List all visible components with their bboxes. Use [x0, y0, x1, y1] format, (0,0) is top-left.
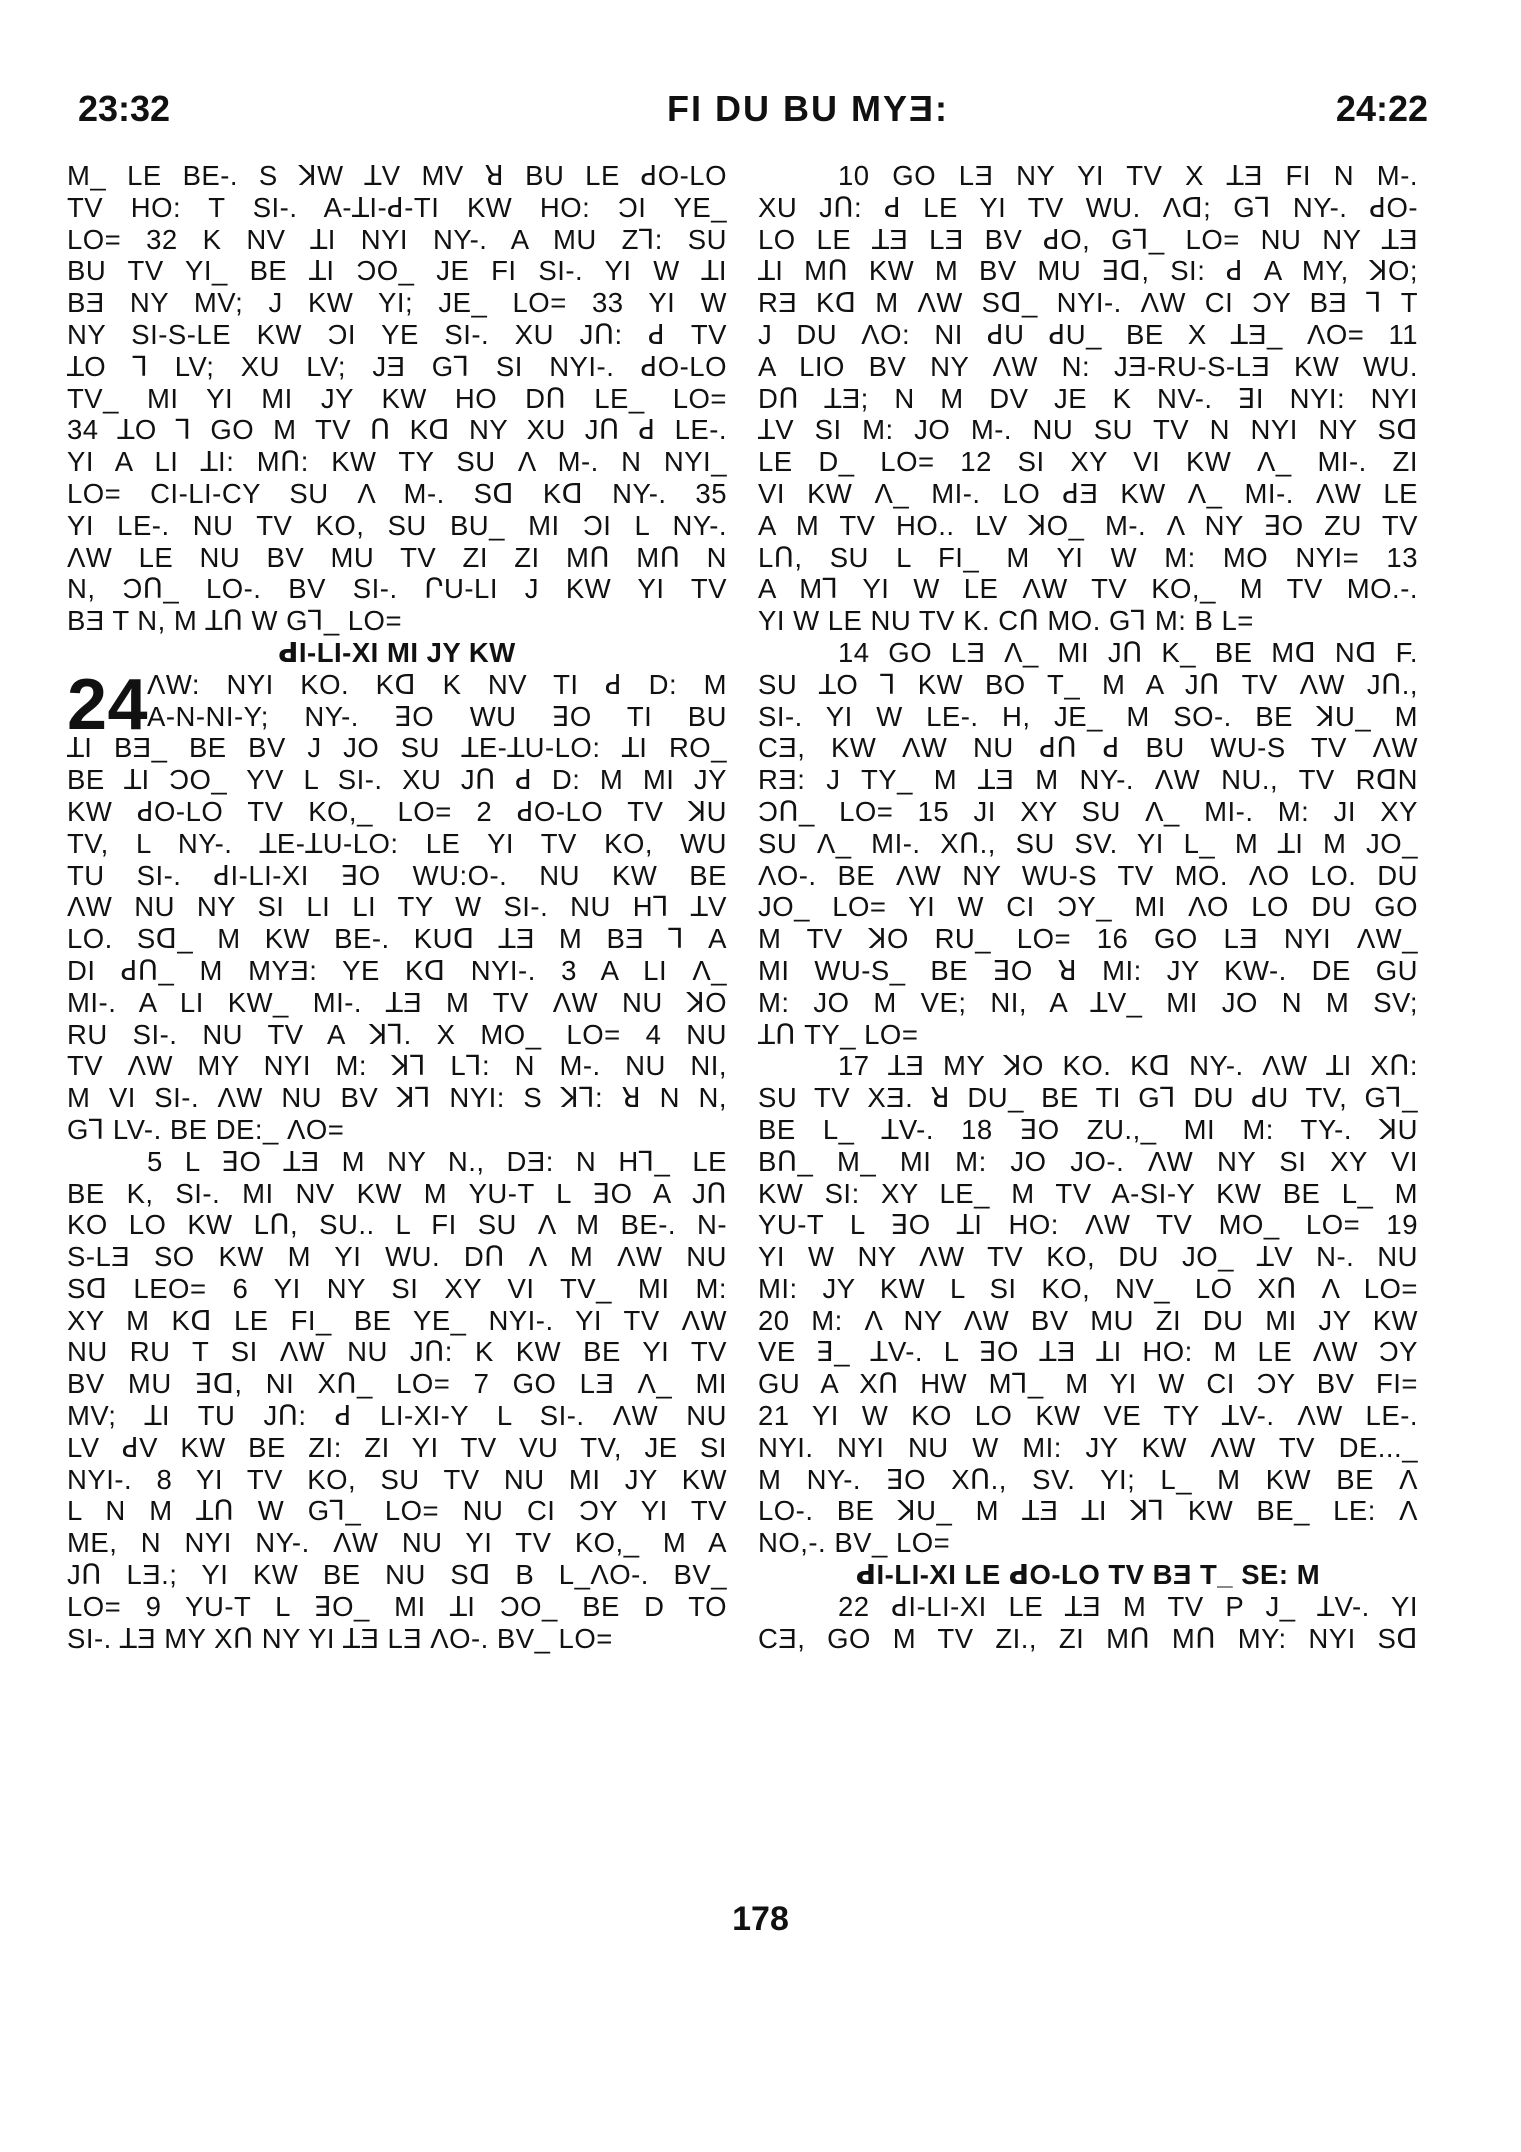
text-line: SU ꓕO ꓶ KW BO T_ M A JՈ TV ΛW JՈ., — [758, 668, 1418, 700]
text-line: YI W NY ΛW TV KO, DU JO_ ꓕV N-. NU — [758, 1241, 1418, 1273]
section-heading: ꓒI-LI-XI MI JY KW — [278, 636, 516, 668]
text-line: RƎ: J TY_ M ꓕƎ M NY-. ΛW NU., TV RꓷN — [758, 764, 1418, 796]
text-line: SI-. ꓕƎ MY XՈ NY YI ꓕƎ LƎ ΛO-. BV_ LO= — [67, 1622, 613, 1654]
running-header — [78, 88, 1428, 138]
text-line: ꓕՈ TY_ LO= — [758, 1018, 919, 1050]
header-book-title: FI DU BU MYƎ: — [667, 88, 949, 129]
text-line: BE ꓕI ƆO_ YV L SI-. XU JՈ ꓒ D: M MI JY — [67, 764, 727, 796]
text-line: JՈ LƎ.; YI KW BE NU Sꓷ B L_ΛO-. BV_ — [67, 1559, 727, 1591]
text-line: M: JO M VE; NI, A ꓕV_ MI JO N M SV; — [758, 986, 1418, 1018]
text-line: J DU ΛO: NI ꓒU ꓒU_ BE X ꓕƎ_ ΛO= 11 — [758, 318, 1418, 350]
text-line: LE D_ LO= 12 SI XY VI KW Λ_ MI-. ZI — [758, 446, 1418, 478]
right-text-column — [758, 160, 1418, 1654]
text-line: LO-. BE ꓘU_ M ꓕƎ ꓕI ꓘꓶ KW BE_ LE: Λ — [758, 1495, 1418, 1527]
text-line: LO= CI-LI-CY SU Λ M-. Sꓷ Kꓷ NY-. 35 — [67, 477, 727, 509]
text-line: LO. Sꓷ_ M KW BE-. KUꓷ ꓕƎ M BƎ ꓶ A — [67, 923, 727, 955]
text-line: MI-. A LI KW_ MI-. ꓕƎ M TV ΛW NU ꓘO — [67, 986, 727, 1018]
text-line: MI WU-S_ BE ꓱO ꓤ MI: JY KW-. DE GU — [758, 954, 1418, 986]
text-line: BV MU ꓱꓷ, NI XՈ_ LO= 7 GO LƎ Λ_ MI — [67, 1368, 727, 1400]
text-line: RƎ Kꓷ M ΛW Sꓷ_ NYI-. ΛW CI ƆY BƎ ꓶ T — [758, 287, 1418, 319]
text-line: ꓕI MՈ KW M BV MU ꓱꓷ, SI: ꓒ A MY, ꓘO; — [758, 255, 1418, 287]
paragraph-first-line: 14 GO LƎ Λ_ MI JՈ K_ BE Mꓷ Nꓷ F. — [838, 636, 1418, 668]
header-right-reference: 24:22 — [1335, 88, 1428, 129]
paragraph-first-line: 10 GO LƎ NY YI TV X ꓕƎ FI N M-. — [838, 160, 1418, 191]
text-line: TU SI-. ꓒI-LI-XI ꓱO WU:O-. NU KW BE — [67, 859, 727, 891]
text-line: NU RU T SI ΛW NU JՈ: K KW BE YI TV — [67, 1336, 727, 1368]
left-text-column — [67, 160, 727, 1654]
text-line: NYI-. 8 YI TV KO, SU TV NU MI JY KW — [67, 1463, 727, 1495]
text-line: YU-T L ꓱO ꓕI HO: ΛW TV MO_ LO= 19 — [758, 1209, 1418, 1241]
section-heading: ꓒI-LI-XI LE ꓒO-LO TV BƎ T_ SE: M — [855, 1559, 1321, 1591]
text-line: NO,-. BV_ LO= — [758, 1527, 951, 1559]
paragraph-first-line: 17 ꓕƎ MY ꓘO KO. Kꓷ NY-. ΛW ꓕI XՈ: — [838, 1050, 1418, 1082]
chapter-number: 24 — [67, 664, 149, 745]
text-line: BƎ NY MV; J KW YI; JE_ LO= 33 YI W — [67, 287, 727, 319]
text-line: LO= 32 K NV ꓕI NYI NY-. A MU Zꓶ: SU — [67, 223, 727, 255]
text-line: KW ꓒO-LO TV KO,_ LO= 2 ꓒO-LO TV ꓘU — [67, 795, 727, 827]
text-line: LՈ, SU L FI_ M YI W M: MO NYI= 13 — [758, 541, 1418, 573]
text-line: ꓕI BƎ_ BE BV J JO SU ꓕE-ꓕU-LO: ꓕI RO_ — [67, 732, 727, 764]
text-line: LO= 9 YU-T L ꓱO_ MI ꓕI ƆO_ BE D TO — [67, 1590, 727, 1622]
text-line: ƆՈ_ LO= 15 JI XY SU Λ_ MI-. M: JI XY — [758, 795, 1418, 827]
text-line: 21 YI W KO LO KW VE TY ꓕV-. ΛW LE-. — [758, 1400, 1418, 1432]
text-line: TV ΛW MY NYI M: ꓘꓶ Lꓶ: N M-. NU NI, — [67, 1050, 727, 1082]
text-line: M TV ꓘO RU_ LO= 16 GO LƎ NYI ΛW_ — [758, 923, 1418, 955]
text-line: ΛW NU NY SI LI LI TY W SI-. NU Hꓶ ꓕV — [67, 891, 727, 923]
text-line: YI A LI ꓕI: MՈ: KW TY SU Λ M-. N NYI_ — [67, 446, 727, 478]
text-line: SU Λ_ MI-. XՈ., SU SV. YI L_ M ꓕI M JO_ — [758, 827, 1418, 859]
text-line: CƎ, GO M TV ZI., ZI MՈ MՈ MY: NYI Sꓷ — [758, 1622, 1418, 1654]
text-line: DI ꓒՈ_ M MYƎ: YE Kꓷ NYI-. 3 A LI Λ_ — [67, 954, 727, 986]
text-line: XU JՈ: ꓒ LE YI TV WU. Λꓷ; Gꓶ NY-. ꓒO- — [758, 191, 1418, 223]
text-line: A-N-NI-Y; NY-. ꓱO WU ꓱO TI BU — [147, 700, 727, 732]
text-line: RU SI-. NU TV A ꓘꓶ. X MO_ LO= 4 NU — [67, 1018, 727, 1050]
text-line: YI LE-. NU TV KO, SU BU_ MI ƆI L NY-. — [67, 509, 727, 541]
text-line: BU TV YI_ BE ꓕI ƆO_ JE FI SI-. YI W ꓕI — [67, 255, 727, 287]
text-line: TV, L NY-. ꓕE-ꓕU-LO: LE YI TV KO, WU — [67, 827, 727, 859]
text-line: CƎ, KW ΛW NU ꓒՈ ꓒ BU WU-S TV ΛW — [758, 732, 1418, 764]
text-line: NYI. NYI NU W MI: JY KW ΛW TV DE..._ — [758, 1431, 1418, 1463]
text-line: MV; ꓕI TU JՈ: ꓒ LI-XI-Y L SI-. ΛW NU — [67, 1400, 727, 1432]
text-line: SU TV XƎ. ꓤ DU_ BE TI Gꓶ DU ꓒU TV, Gꓶ_ — [758, 1082, 1418, 1114]
text-line: ꓕO ꓶ LV; XU LV; JƎ Gꓶ SI NYI-. ꓒO-LO — [67, 350, 727, 382]
text-line: VE ꓱ_ ꓕV-. L ꓱO ꓕƎ ꓕI HO: M LE ΛW ƆY — [758, 1336, 1418, 1368]
text-line: ΛW: NYI KO. Kꓷ K NV TI ꓒ D: M — [147, 668, 727, 700]
text-line: S-LƎ SO KW M YI WU. DՈ Λ M ΛW NU — [67, 1241, 727, 1273]
text-line: NY SI-S-LE KW ƆI YE SI-. XU JՈ: ꓒ TV — [67, 318, 727, 350]
text-line: BƎ T N, M ꓕՈ W Gꓶ_ LO= — [67, 605, 403, 637]
text-line: ΛO-. BE ΛW NY WU-S TV MO. ΛO LO. DU — [758, 859, 1418, 891]
text-line: M NY-. ꓱO XՈ., SV. YI; L_ M KW BE Λ — [758, 1463, 1418, 1495]
text-line: BE K, SI-. MI NV KW M YU-T L ꓱO A JՈ — [67, 1177, 727, 1209]
text-line: GU A XՈ HW Mꓶ_ M YI W CI ƆY BV FI= — [758, 1368, 1418, 1400]
text-line: DՈ ꓕƎ; N M DV JE K NV-. ꓱI NYI: NYI — [758, 382, 1418, 414]
text-line: N, ƆՈ_ LO-. BV SI-. ՐU-LI J KW YI TV — [67, 573, 727, 605]
text-line: ΛW LE NU BV MU TV ZI ZI MՈ MՈ N — [67, 541, 727, 573]
text-line: MI: JY KW L SI KO, NV_ LO XՈ Λ LO= — [758, 1272, 1418, 1304]
text-line: 34 ꓕO ꓶ GO M TV Ո Kꓷ NY XU JՈ ꓒ LE-. — [67, 414, 727, 446]
text-line: JO_ LO= YI W CI ƆY_ MI ΛO LO DU GO — [758, 891, 1418, 923]
text-line: M VI SI-. ΛW NU BV ꓘꓶ NYI: S ꓘꓶ: ꓤ N N, — [67, 1082, 727, 1114]
text-line: 20 M: Λ NY ΛW BV MU ZI DU MI JY KW — [758, 1304, 1418, 1336]
text-line: M_ LE BE-. S ꓘW ꓕV MV ꓤ BU LE ꓒO-LO — [67, 160, 727, 191]
text-line: SI-. YI W LE-. H, JE_ M SO-. BE ꓘU_ M — [758, 700, 1418, 732]
text-line: A LIO BV NY ΛW N: JƎ-RU-S-LƎ KW WU. — [758, 350, 1418, 382]
text-line: Gꓶ LV-. BE DE:_ ΛO= — [67, 1113, 345, 1145]
page-number: 178 — [732, 1900, 789, 1938]
text-line: YI W LE NU TV K. CՈ MO. Gꓶ M: B L= — [758, 605, 1254, 637]
text-line: BE L_ ꓕV-. 18 ꓱO ZU.,_ MI M: TY-. ꓘU — [758, 1113, 1418, 1145]
text-line: BՈ_ M_ MI M: JO JO-. ΛW NY SI XY VI — [758, 1145, 1418, 1177]
text-line: XY M Kꓷ LE FI_ BE YE_ NYI-. YI TV ΛW — [67, 1304, 727, 1336]
text-line: LV ꓒV KW BE ZI: ZI YI TV VU TV, JE SI — [67, 1431, 727, 1463]
text-line: VI KW Λ_ MI-. LO ꓒƎ KW Λ_ MI-. ΛW LE — [758, 477, 1418, 509]
text-line: LO LE ꓕƎ LƎ BV ꓒO, Gꓶ_ LO= NU NY ꓕƎ — [758, 223, 1418, 255]
text-line: KW SI: XY LE_ M TV A-SI-Y KW BE L_ M — [758, 1177, 1418, 1209]
text-line: KO LO KW LՈ, SU.. L FI SU Λ M BE-. N- — [67, 1209, 727, 1241]
text-line: ME, N NYI NY-. ΛW NU YI TV KO,_ M A — [67, 1527, 727, 1559]
text-line: Sꓷ LEO= 6 YI NY SI XY VI TV_ MI M: — [67, 1272, 727, 1304]
paragraph-first-line: 5 L ꓱO ꓕƎ M NY N., DƎ: N Hꓶ_ LE — [147, 1145, 727, 1177]
chapter-start — [67, 664, 727, 745]
text-line: ꓕV SI M: JO M-. NU SU TV N NYI NY Sꓷ — [758, 414, 1418, 446]
header-left-reference: 23:32 — [78, 88, 171, 129]
text-line: A Mꓶ YI W LE ΛW TV KO,_ M TV MO.-. — [758, 573, 1418, 605]
text-line: TV_ MI YI MI JY KW HO DՈ LE_ LO= — [67, 382, 727, 414]
text-line: A M TV HO.. LV ꓘO_ M-. Λ NY ꓱO ZU TV — [758, 509, 1418, 541]
text-line: TV HO: T SI-. A-ꓕI-ꓒ-TI KW HO: ƆI YE_ — [67, 191, 727, 223]
text-line: L N M ꓕՈ W Gꓶ_ LO= NU CI ƆY YI TV — [67, 1495, 727, 1527]
paragraph-first-line: 22 ꓒI-LI-XI LE ꓕƎ M TV P J_ ꓕV-. YI — [838, 1590, 1418, 1622]
